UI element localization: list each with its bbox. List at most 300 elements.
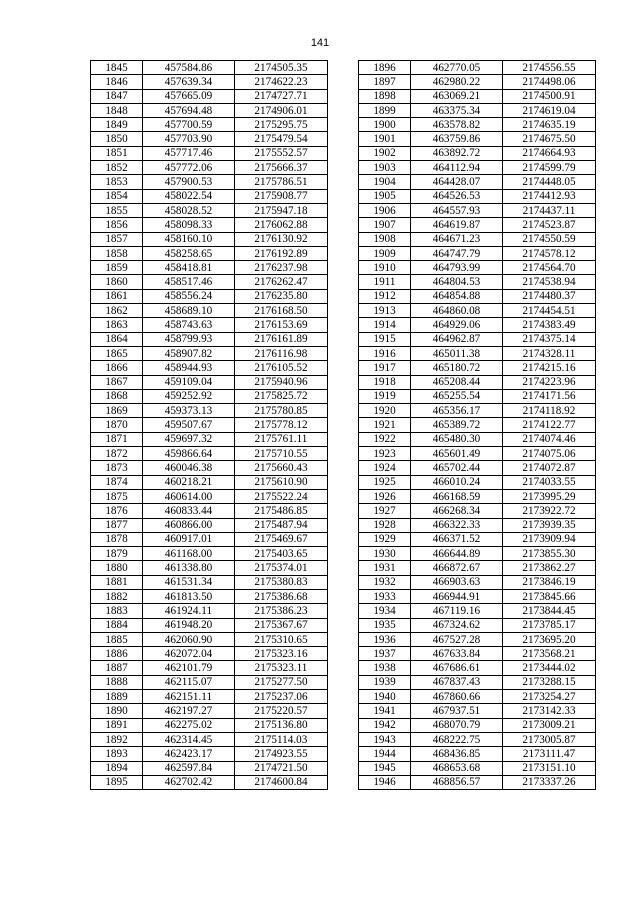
- x-coordinate-cell: 465702.44: [411, 461, 503, 475]
- x-coordinate-cell: 457700.59: [143, 118, 235, 132]
- point-number-cell: 1856: [91, 218, 143, 232]
- x-coordinate-cell: 466371.52: [411, 532, 503, 546]
- point-number-cell: 1905: [359, 189, 411, 203]
- table-row: [91, 275, 328, 289]
- point-number-cell: 1901: [359, 132, 411, 146]
- x-coordinate-cell: 462423.17: [143, 747, 235, 761]
- y-coordinate-cell: 2175386.68: [235, 589, 328, 603]
- x-coordinate-cell: 465601.49: [411, 447, 503, 461]
- point-number-cell: 1943: [359, 732, 411, 746]
- x-coordinate-cell: 462151.11: [143, 690, 235, 704]
- table-row: [91, 118, 328, 132]
- point-number-cell: 1877: [91, 518, 143, 532]
- y-coordinate-cell: 2175786.51: [235, 175, 328, 189]
- table-row: [91, 103, 328, 117]
- table-row: [91, 304, 328, 318]
- y-coordinate-cell: 2174664.93: [503, 146, 596, 160]
- table-row: [91, 318, 328, 332]
- point-number-cell: 1858: [91, 246, 143, 260]
- table-row: [359, 361, 596, 375]
- table-row: [359, 432, 596, 446]
- x-coordinate-cell: 462115.07: [143, 675, 235, 689]
- x-coordinate-cell: 466944.91: [411, 589, 503, 603]
- point-number-cell: 1871: [91, 432, 143, 446]
- y-coordinate-cell: 2175487.94: [235, 518, 328, 532]
- point-number-cell: 1861: [91, 289, 143, 303]
- point-number-cell: 1913: [359, 304, 411, 318]
- table-row: [91, 447, 328, 461]
- y-coordinate-cell: 2175310.65: [235, 632, 328, 646]
- point-number-cell: 1886: [91, 647, 143, 661]
- x-coordinate-cell: 459109.04: [143, 375, 235, 389]
- y-coordinate-cell: 2176116.98: [235, 346, 328, 360]
- table-row: [359, 775, 596, 789]
- y-coordinate-cell: 2173005.87: [503, 732, 596, 746]
- point-number-cell: 1875: [91, 489, 143, 503]
- y-coordinate-cell: 2175610.90: [235, 475, 328, 489]
- table-row: [91, 232, 328, 246]
- point-number-cell: 1849: [91, 118, 143, 132]
- table-row: [91, 189, 328, 203]
- table-row: [359, 618, 596, 632]
- y-coordinate-cell: 2174171.56: [503, 389, 596, 403]
- x-coordinate-cell: 457717.46: [143, 146, 235, 160]
- table-row: [91, 489, 328, 503]
- table-row: [91, 518, 328, 532]
- point-number-cell: 1926: [359, 489, 411, 503]
- table-row: [91, 732, 328, 746]
- x-coordinate-cell: 464619.87: [411, 218, 503, 232]
- x-coordinate-cell: 457772.06: [143, 161, 235, 175]
- y-coordinate-cell: 2175761.11: [235, 432, 328, 446]
- x-coordinate-cell: 465356.17: [411, 404, 503, 418]
- point-number-cell: 1944: [359, 747, 411, 761]
- y-coordinate-cell: 2175386.23: [235, 604, 328, 618]
- x-coordinate-cell: 458098.33: [143, 218, 235, 232]
- table-row: [91, 561, 328, 575]
- x-coordinate-cell: 465480.30: [411, 432, 503, 446]
- table-row: [359, 75, 596, 89]
- y-coordinate-cell: 2173695.20: [503, 632, 596, 646]
- table-row: [359, 103, 596, 117]
- x-coordinate-cell: 461338.80: [143, 561, 235, 575]
- table-row: [359, 704, 596, 718]
- table-row: [91, 404, 328, 418]
- x-coordinate-cell: 464793.99: [411, 261, 503, 275]
- y-coordinate-cell: 2176235.80: [235, 289, 328, 303]
- table-row: [91, 75, 328, 89]
- point-number-cell: 1850: [91, 132, 143, 146]
- table-row: [91, 261, 328, 275]
- x-coordinate-cell: 458799.93: [143, 332, 235, 346]
- table-row: [91, 175, 328, 189]
- y-coordinate-cell: 2174412.93: [503, 189, 596, 203]
- y-coordinate-cell: 2175237.06: [235, 690, 328, 704]
- table-row: [91, 761, 328, 775]
- y-coordinate-cell: 2175947.18: [235, 203, 328, 217]
- table-row: [359, 175, 596, 189]
- table-row: [359, 304, 596, 318]
- y-coordinate-cell: 2174635.19: [503, 118, 596, 132]
- x-coordinate-cell: 468436.85: [411, 747, 503, 761]
- x-coordinate-cell: 464860.08: [411, 304, 503, 318]
- table-row: [359, 732, 596, 746]
- x-coordinate-cell: 462197.27: [143, 704, 235, 718]
- x-coordinate-cell: 458689.10: [143, 304, 235, 318]
- y-coordinate-cell: 2175323.16: [235, 647, 328, 661]
- point-number-cell: 1855: [91, 203, 143, 217]
- y-coordinate-cell: 2173846.19: [503, 575, 596, 589]
- table-row: [91, 218, 328, 232]
- point-number-cell: 1917: [359, 361, 411, 375]
- y-coordinate-cell: 2175114.03: [235, 732, 328, 746]
- x-coordinate-cell: 457900.53: [143, 175, 235, 189]
- x-coordinate-cell: 464526.53: [411, 189, 503, 203]
- table-row: [91, 718, 328, 732]
- y-coordinate-cell: 2175479.54: [235, 132, 328, 146]
- point-number-cell: 1878: [91, 532, 143, 546]
- x-coordinate-cell: 466168.59: [411, 489, 503, 503]
- point-number-cell: 1939: [359, 675, 411, 689]
- point-number-cell: 1925: [359, 475, 411, 489]
- y-coordinate-cell: 2175710.55: [235, 447, 328, 461]
- x-coordinate-cell: 463759.86: [411, 132, 503, 146]
- x-coordinate-cell: 461924.11: [143, 604, 235, 618]
- table-row: [359, 146, 596, 160]
- point-number-cell: 1935: [359, 618, 411, 632]
- y-coordinate-cell: 2176153.69: [235, 318, 328, 332]
- table-row: [359, 747, 596, 761]
- point-number-cell: 1873: [91, 461, 143, 475]
- point-number-cell: 1929: [359, 532, 411, 546]
- point-number-cell: 1908: [359, 232, 411, 246]
- table-row: [91, 432, 328, 446]
- y-coordinate-cell: 2175825.72: [235, 389, 328, 403]
- x-coordinate-cell: 466903.63: [411, 575, 503, 589]
- x-coordinate-cell: 458556.24: [143, 289, 235, 303]
- table-row: [91, 389, 328, 403]
- point-number-cell: 1882: [91, 589, 143, 603]
- table-row: [359, 203, 596, 217]
- point-number-cell: 1870: [91, 418, 143, 432]
- x-coordinate-cell: 465389.72: [411, 418, 503, 432]
- table-row: [359, 218, 596, 232]
- point-number-cell: 1881: [91, 575, 143, 589]
- y-coordinate-cell: 2176192.89: [235, 246, 328, 260]
- point-number-cell: 1899: [359, 103, 411, 117]
- table-row: [359, 447, 596, 461]
- x-coordinate-cell: 466268.34: [411, 504, 503, 518]
- point-number-cell: 1866: [91, 361, 143, 375]
- y-coordinate-cell: 2175367.67: [235, 618, 328, 632]
- point-number-cell: 1906: [359, 203, 411, 217]
- x-coordinate-cell: 464747.79: [411, 246, 503, 260]
- x-coordinate-cell: 467324.62: [411, 618, 503, 632]
- point-number-cell: 1915: [359, 332, 411, 346]
- x-coordinate-cell: 462072.04: [143, 647, 235, 661]
- table-row: [359, 189, 596, 203]
- x-coordinate-cell: 467937.51: [411, 704, 503, 718]
- y-coordinate-cell: 2173995.29: [503, 489, 596, 503]
- y-coordinate-cell: 2174675.50: [503, 132, 596, 146]
- x-coordinate-cell: 459697.32: [143, 432, 235, 446]
- x-coordinate-cell: 458028.52: [143, 203, 235, 217]
- point-number-cell: 1848: [91, 103, 143, 117]
- x-coordinate-cell: 461531.34: [143, 575, 235, 589]
- x-coordinate-cell: 462101.79: [143, 661, 235, 675]
- x-coordinate-cell: 462702.42: [143, 775, 235, 789]
- page-number: 141: [310, 37, 330, 49]
- point-number-cell: 1895: [91, 775, 143, 789]
- y-coordinate-cell: 2175295.75: [235, 118, 328, 132]
- point-number-cell: 1921: [359, 418, 411, 432]
- table-row: [359, 332, 596, 346]
- x-coordinate-cell: 458517.46: [143, 275, 235, 289]
- y-coordinate-cell: 2174600.84: [235, 775, 328, 789]
- y-coordinate-cell: 2176237.98: [235, 261, 328, 275]
- y-coordinate-cell: 2175486.85: [235, 504, 328, 518]
- point-number-cell: 1851: [91, 146, 143, 160]
- point-number-cell: 1885: [91, 632, 143, 646]
- point-number-cell: 1846: [91, 75, 143, 89]
- x-coordinate-cell: 460833.44: [143, 504, 235, 518]
- x-coordinate-cell: 463375.34: [411, 103, 503, 117]
- table-row: [359, 489, 596, 503]
- table-row: [91, 661, 328, 675]
- y-coordinate-cell: 2174564.70: [503, 261, 596, 275]
- point-number-cell: 1853: [91, 175, 143, 189]
- point-number-cell: 1892: [91, 732, 143, 746]
- point-number-cell: 1874: [91, 475, 143, 489]
- y-coordinate-cell: 2174622.23: [235, 75, 328, 89]
- point-number-cell: 1869: [91, 404, 143, 418]
- point-number-cell: 1919: [359, 389, 411, 403]
- point-number-cell: 1893: [91, 747, 143, 761]
- x-coordinate-cell: 468070.79: [411, 718, 503, 732]
- table-row: [359, 275, 596, 289]
- point-number-cell: 1931: [359, 561, 411, 575]
- y-coordinate-cell: 2174328.11: [503, 346, 596, 360]
- table-row: [359, 404, 596, 418]
- x-coordinate-cell: 462060.90: [143, 632, 235, 646]
- point-number-cell: 1922: [359, 432, 411, 446]
- y-coordinate-cell: 2176168.50: [235, 304, 328, 318]
- table-row: [91, 618, 328, 632]
- x-coordinate-cell: 459252.92: [143, 389, 235, 403]
- y-coordinate-cell: 2174122.77: [503, 418, 596, 432]
- table-row: [91, 289, 328, 303]
- point-number-cell: 1884: [91, 618, 143, 632]
- table-row: [91, 246, 328, 260]
- coordinates-table-right: [358, 60, 596, 790]
- table-row: [91, 690, 328, 704]
- y-coordinate-cell: 2175908.77: [235, 189, 328, 203]
- y-coordinate-cell: 2175522.24: [235, 489, 328, 503]
- y-coordinate-cell: 2173337.26: [503, 775, 596, 789]
- y-coordinate-cell: 2174599.79: [503, 161, 596, 175]
- table-row: [91, 504, 328, 518]
- x-coordinate-cell: 462314.45: [143, 732, 235, 746]
- table-row: [91, 775, 328, 789]
- point-number-cell: 1941: [359, 704, 411, 718]
- table-row: [91, 675, 328, 689]
- point-number-cell: 1907: [359, 218, 411, 232]
- x-coordinate-cell: 466872.67: [411, 561, 503, 575]
- table-row: [359, 389, 596, 403]
- x-coordinate-cell: 461813.50: [143, 589, 235, 603]
- y-coordinate-cell: 2175277.50: [235, 675, 328, 689]
- y-coordinate-cell: 2176161.89: [235, 332, 328, 346]
- point-number-cell: 1927: [359, 504, 411, 518]
- table-row: [91, 146, 328, 160]
- y-coordinate-cell: 2174215.16: [503, 361, 596, 375]
- table-row: [91, 161, 328, 175]
- point-number-cell: 1864: [91, 332, 143, 346]
- y-coordinate-cell: 2173254.27: [503, 690, 596, 704]
- x-coordinate-cell: 457694.48: [143, 103, 235, 117]
- coordinates-table-left: [90, 60, 328, 790]
- point-number-cell: 1890: [91, 704, 143, 718]
- point-number-cell: 1883: [91, 604, 143, 618]
- x-coordinate-cell: 458907.82: [143, 346, 235, 360]
- table-row: [91, 747, 328, 761]
- table-row: [359, 690, 596, 704]
- y-coordinate-cell: 2173151.10: [503, 761, 596, 775]
- x-coordinate-cell: 467527.28: [411, 632, 503, 646]
- x-coordinate-cell: 458743.63: [143, 318, 235, 332]
- table-row: [359, 346, 596, 360]
- y-coordinate-cell: 2174375.14: [503, 332, 596, 346]
- x-coordinate-cell: 467686.61: [411, 661, 503, 675]
- x-coordinate-cell: 467119.16: [411, 604, 503, 618]
- x-coordinate-cell: 466644.89: [411, 547, 503, 561]
- table-row: [359, 461, 596, 475]
- y-coordinate-cell: 2173909.94: [503, 532, 596, 546]
- y-coordinate-cell: 2174448.05: [503, 175, 596, 189]
- x-coordinate-cell: 457703.90: [143, 132, 235, 146]
- y-coordinate-cell: 2176105.52: [235, 361, 328, 375]
- y-coordinate-cell: 2174550.59: [503, 232, 596, 246]
- y-coordinate-cell: 2173111.47: [503, 747, 596, 761]
- y-coordinate-cell: 2173845.66: [503, 589, 596, 603]
- point-number-cell: 1910: [359, 261, 411, 275]
- y-coordinate-cell: 2174727.71: [235, 89, 328, 103]
- x-coordinate-cell: 462980.22: [411, 75, 503, 89]
- point-number-cell: 1894: [91, 761, 143, 775]
- y-coordinate-cell: 2175323.11: [235, 661, 328, 675]
- table-row: [359, 318, 596, 332]
- y-coordinate-cell: 2174033.55: [503, 475, 596, 489]
- y-coordinate-cell: 2174619.04: [503, 103, 596, 117]
- point-number-cell: 1868: [91, 389, 143, 403]
- point-number-cell: 1862: [91, 304, 143, 318]
- point-number-cell: 1914: [359, 318, 411, 332]
- y-coordinate-cell: 2173288.15: [503, 675, 596, 689]
- x-coordinate-cell: 458944.93: [143, 361, 235, 375]
- point-number-cell: 1860: [91, 275, 143, 289]
- y-coordinate-cell: 2174505.35: [235, 61, 328, 75]
- table-row: [359, 547, 596, 561]
- table-row: [359, 718, 596, 732]
- table-row: [91, 89, 328, 103]
- x-coordinate-cell: 462770.05: [411, 61, 503, 75]
- point-number-cell: 1912: [359, 289, 411, 303]
- y-coordinate-cell: 2173568.21: [503, 647, 596, 661]
- point-number-cell: 1920: [359, 404, 411, 418]
- y-coordinate-cell: 2173785.17: [503, 618, 596, 632]
- x-coordinate-cell: 468856.57: [411, 775, 503, 789]
- point-number-cell: 1933: [359, 589, 411, 603]
- x-coordinate-cell: 460614.00: [143, 489, 235, 503]
- table-row: [91, 589, 328, 603]
- point-number-cell: 1847: [91, 89, 143, 103]
- y-coordinate-cell: 2175403.65: [235, 547, 328, 561]
- point-number-cell: 1845: [91, 61, 143, 75]
- y-coordinate-cell: 2175552.57: [235, 146, 328, 160]
- table-row: [359, 518, 596, 532]
- x-coordinate-cell: 468222.75: [411, 732, 503, 746]
- x-coordinate-cell: 465011.38: [411, 346, 503, 360]
- x-coordinate-cell: 458022.54: [143, 189, 235, 203]
- y-coordinate-cell: 2174454.51: [503, 304, 596, 318]
- y-coordinate-cell: 2174074.46: [503, 432, 596, 446]
- x-coordinate-cell: 457665.09: [143, 89, 235, 103]
- y-coordinate-cell: 2174923.55: [235, 747, 328, 761]
- y-coordinate-cell: 2174480.37: [503, 289, 596, 303]
- table-row: [359, 661, 596, 675]
- table-row: [91, 575, 328, 589]
- x-coordinate-cell: 464804.53: [411, 275, 503, 289]
- table-row: [91, 61, 328, 75]
- table-row: [359, 118, 596, 132]
- y-coordinate-cell: 2175660.43: [235, 461, 328, 475]
- point-number-cell: 1909: [359, 246, 411, 260]
- table-row: [359, 89, 596, 103]
- table-row: [91, 346, 328, 360]
- y-coordinate-cell: 2174223.96: [503, 375, 596, 389]
- point-number-cell: 1928: [359, 518, 411, 532]
- table-row: [359, 589, 596, 603]
- y-coordinate-cell: 2175780.85: [235, 404, 328, 418]
- x-coordinate-cell: 460917.01: [143, 532, 235, 546]
- y-coordinate-cell: 2173862.27: [503, 561, 596, 575]
- x-coordinate-cell: 459507.67: [143, 418, 235, 432]
- point-number-cell: 1923: [359, 447, 411, 461]
- point-number-cell: 1937: [359, 647, 411, 661]
- y-coordinate-cell: 2173855.30: [503, 547, 596, 561]
- point-number-cell: 1867: [91, 375, 143, 389]
- y-coordinate-cell: 2174075.06: [503, 447, 596, 461]
- table-row: [91, 132, 328, 146]
- x-coordinate-cell: 460866.00: [143, 518, 235, 532]
- point-number-cell: 1904: [359, 175, 411, 189]
- point-number-cell: 1930: [359, 547, 411, 561]
- y-coordinate-cell: 2174721.50: [235, 761, 328, 775]
- y-coordinate-cell: 2174578.12: [503, 246, 596, 260]
- point-number-cell: 1896: [359, 61, 411, 75]
- table-row: [359, 604, 596, 618]
- point-number-cell: 1854: [91, 189, 143, 203]
- x-coordinate-cell: 458418.81: [143, 261, 235, 275]
- x-coordinate-cell: 467837.43: [411, 675, 503, 689]
- table-row: [359, 232, 596, 246]
- point-number-cell: 1918: [359, 375, 411, 389]
- y-coordinate-cell: 2173844.45: [503, 604, 596, 618]
- table-row: [91, 547, 328, 561]
- x-coordinate-cell: 466322.33: [411, 518, 503, 532]
- y-coordinate-cell: 2174538.94: [503, 275, 596, 289]
- point-number-cell: 1872: [91, 447, 143, 461]
